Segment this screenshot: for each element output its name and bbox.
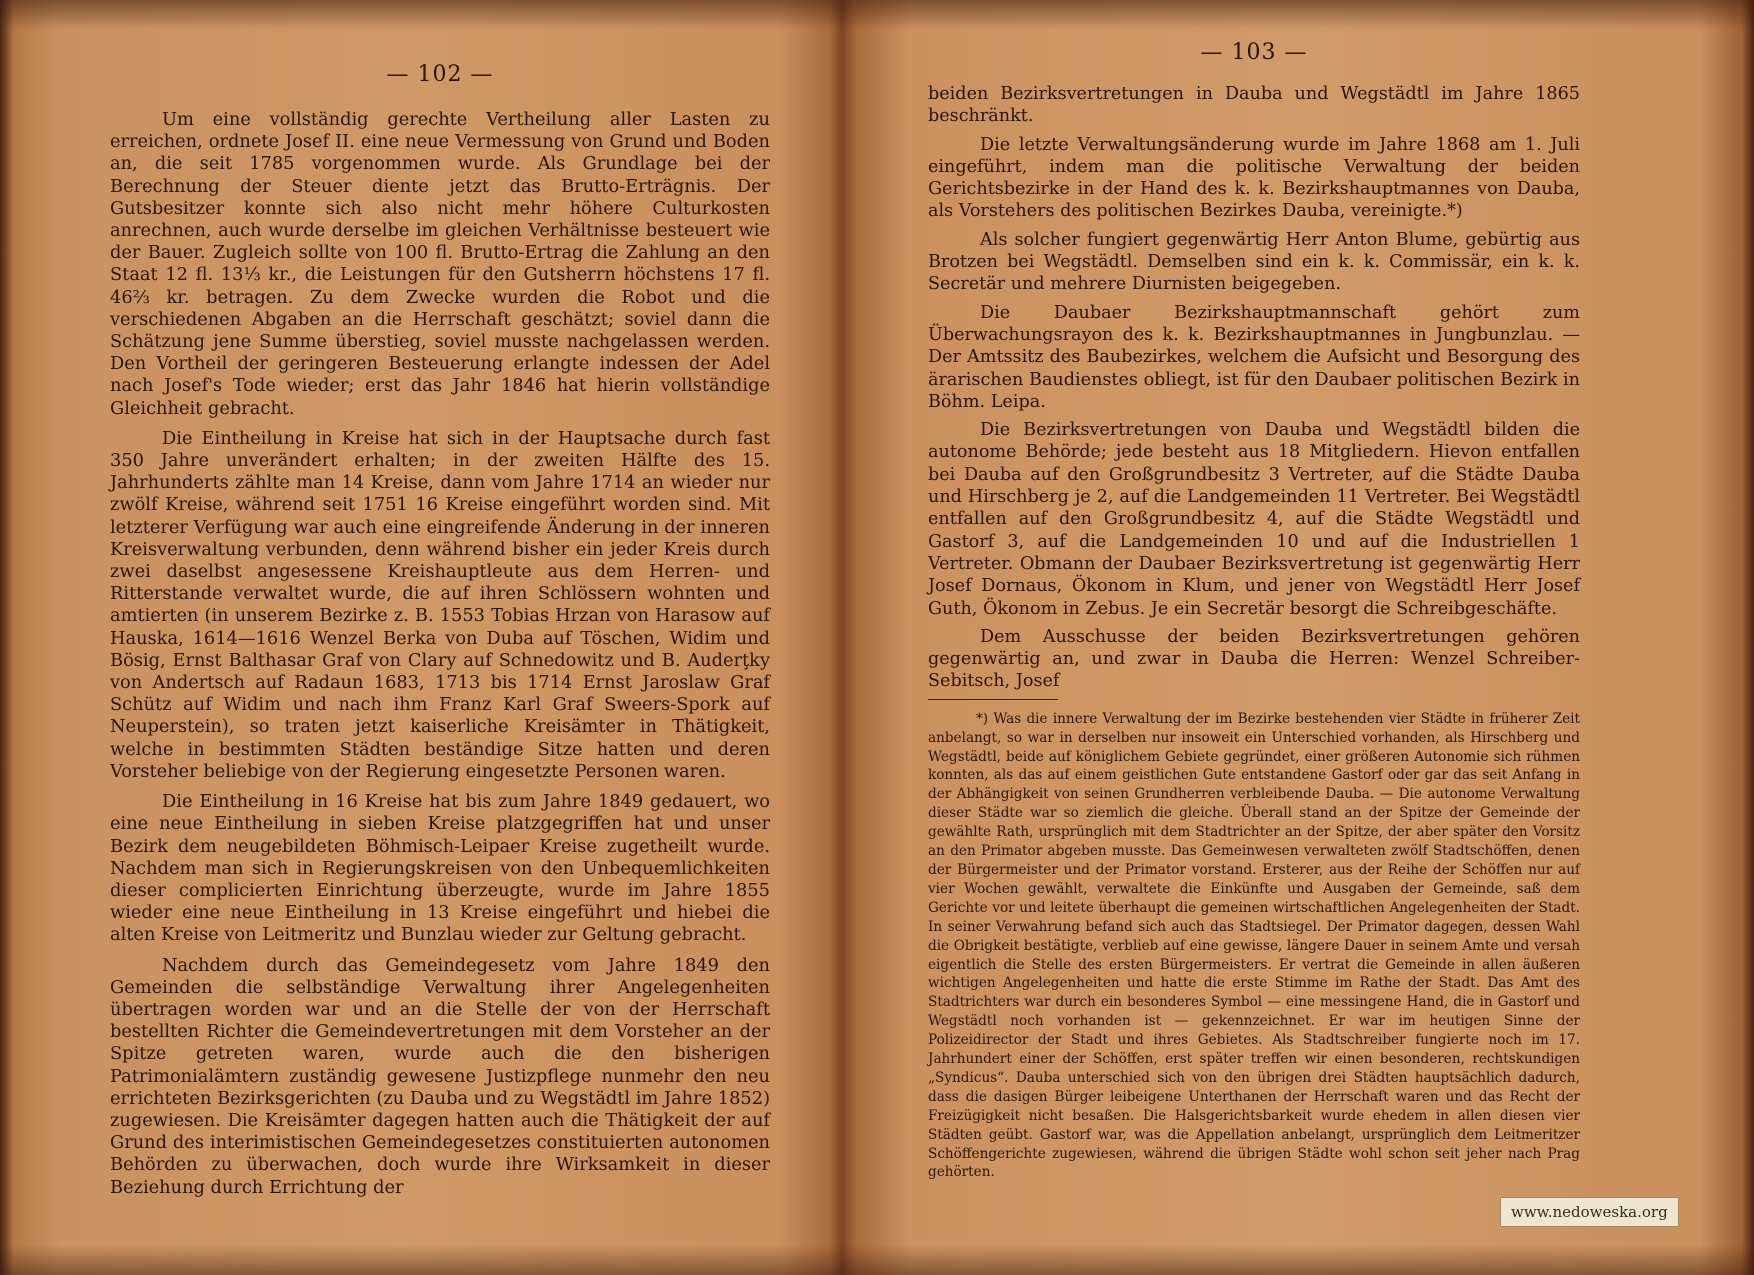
paragraph: Um eine vollständig gerechte Vertheilung aller Lasten zu erreichen, ordnete Josef II. eine neue Vermessung von Grund und Boden an, die seit 1785 vorgenommen wurde. Als Grundlage bei der Berechnung der Steuer diente jetzt das Brutto-Erträgnis. Der Gutsbesitzer konnte sich also nicht mehr höhere Culturkosten anrechnen, auch wurde derselbe im gleichen Verhältnisse besteuert wie der Bauer. Zugleich sollte von 100 fl. Brutto-Ertrag die Zahlung an den Staat 12 fl. 13⅓ kr., die Leistungen für den Gutsherrn höchstens 17 fl. 46⅔ kr. betragen. Zu dem Zwecke wurden die Robot und die verschiedenen Abgaben an die Herrschaft geschätzt; soviel dann die Schätzung jene Summe überstieg, soviel musste nachgelassen werden. Den Vortheil der geringeren Besteuerung erlangte indessen der Adel nach Josef's Tode wieder; erst das Jahr 1846 hat hierin vollständige Gleichheit gebracht. — [110, 109, 770, 419]
paragraph: Nachdem durch das Gemeindegesetz vom Jahre 1849 den Gemeinden die selbständige Verwaltung ihrer Angelegenheiten übertragen worden war und an die Stelle der von der Herrschaft bestellten Richter die Gemeindevertretungen mit dem Vorsteher an der Spitze getreten waren, wurde auch die den bisherigen Patrimonialämtern zuständig gewesene Justizpflege nunmehr den neu errichteten Bezirksgerichten (zu Dauba und zu Wegstädtl im Jahre 1852) zugewiesen. Die Kreisämter dagegen hatten auch die Thätigkeit der auf Grund des interimistischen Gemeindegesetzes constituierten autonomen Behörden zu überwachen, doch wurde ihre Wirksamkeit in dieser Beziehung durch Errichtung der — [110, 954, 770, 1198]
paragraph: Als solcher fungiert gegenwärtig Herr Anton Blume, gebürtig aus Brotzen bei Wegstädtl. Demselben sind ein k. k. Commissär, ein k. k. Secretär und mehrere Diurnisten beigegeben. — [928, 229, 1580, 295]
left-page — [110, 62, 770, 1207]
paragraph: Dem Ausschusse der beiden Bezirksvertretungen gehören gegenwärtig an, und zwar in Dauba die Herren: Wenzel Schreiber-Sebitsch, Josef — [928, 626, 1580, 692]
page-number-right: — 103 — — [1200, 40, 1308, 65]
paragraph: beiden Bezirksvertretungen in Dauba und Wegstädtl im Jahre 1865 beschränkt. — [928, 84, 1580, 127]
paragraph: Die Eintheilung in Kreise hat sich in der Hauptsache durch fast 350 Jahre unverändert erhalten; in der zweiten Hälfte des 15. Jahrhunderts zählte man 14 Kreise, dann vom Jahre 1714 an wieder nur zwölf Kreise, während seit 1751 16 Kreise eingeführt worden sind. Mit letzterer Verfügung war auch eine eingreifende Änderung in der inneren Kreisverwaltung verbunden, denn während bisher ein jeder Kreis durch zwei daselbst angesessene Kreishauptleute aus dem Herren- und Ritterstande verwaltet wurde, die auf ihren Schlössern wohnten und amtierten (in unserem Bezirke z. B. 1553 Tobias Hrzan von Harasow auf Hauska, 1614—1616 Wenzel Berka von Duba auf Töschen, Widim und Bösig, Ernst Balthasar Graf von Clary auf Schnedowitz und B. Auderţky von Andertsch auf Radaun 1683, 1713 bis 1714 Ernst Jaroslaw Graf Schütz auf Widim und nach ihm Franz Karl Graf Sweers-Spork auf Neuperstein), so traten jetzt kaiserliche Kreisämter in Thätigkeit, welche in bestimmten Städten beständige Sitze hatten und deren Vorsteher beliebige von der Regierung eingesetzte Personen waren. — [110, 427, 770, 782]
watermark-link[interactable]: www.nedoweska.org — [1500, 1197, 1679, 1227]
right-page — [928, 40, 1580, 1182]
page-number-left: — 102 — — [386, 62, 494, 87]
footnote-divider — [928, 699, 1058, 700]
footnote: *) Was die innere Verwaltung der im Bezirke bestehenden vier Städte in früherer Zeit anbelangt, so war in derselben nur insoweit ein Unterschied vorhanden, als Hirschberg und Wegstädtl, beide auf königlichem Gebiete gegründet, einer größeren Autonomie sich rühmen konnten, als das auf einem geistlichen Gute entstandene Gastorf oder gar das seit Anfang in der Abhängigkeit von seinen Grundherren verbleibende Dauba. — Die autonome Verwaltung dieser Städte war so ziemlich die gleiche. Überall stand an der Spitze der Gemeinde der gewählte Rath, ursprünglich mit dem Stadtrichter an der Spitze, der aber später den Vorsitz an den Primator abgeben musste. Das Gemeinwesen verwalteten zwölf Stadtschöffen, denen der Bürgermeister und der Primator vorstand. Ersterer, aus der Reihe der Schöffen nur auf vier Wochen gewählt, verwaltete die Einkünfte und Ausgaben der Gemeinde, saß dem Gerichte vor und leitete überhaupt die gemeinen wirtschaftlichen Angelegenheiten der Stadt. In seiner Verwahrung befand sich auch das Stadtsiegel. Der Primator dagegen, dessen Wahl die Obrigkeit bestätigte, verblieb auf eine gewisse, längere Dauer in seinem Amte und versah eigentlich die Stelle des ersten Bürgermeisters. Er vertrat die Gemeinde in allen äußeren wichtigen Angelegenheiten und hatte die erste Stimme im Rathe der Stadt. Das Amt des Stadtrichters war durch ein besonderes Symbol — eine messingene Hand, die in Gastorf und Wegstädtl noch vorhanden ist — gekennzeichnet. Er war im heutigen Sinne der Polizeidirector der Stadt und ihres Gebietes. Als Stadtschreiber fungierte noch im 17. Jahrhundert einer der Schöffen, erst später treffen wir einen besonderen, rechtskundigen „Syndicus“. Dauba unterschied sich von den übrigen drei Städten hauptsächlich dadurch, dass die dasigen Bürger leibeigene Unterthanen der Herrschaft waren und das Recht der Freizügigkeit nicht besaßen. Die Halsgerichtsbarkeit wurde ehedem in allen diesen vier Städten geübt. Gastorf war, was die Appellation anbelangt, ursprünglich dem Leitmeritzer Schöffengerichte zugewiesen, während die übrigen Städte wohl schon seit jeher nach Prag gehörten. — [928, 710, 1580, 1181]
paragraph: Die Daubaer Bezirkshauptmannschaft gehört zum Überwachungsrayon des k. k. Bezirkshauptmannes in Jungbunzlau. — Der Amtssitz des Baubezirkes, welchem die Aufsicht und Besorgung des ärarischen Baudienstes obliegt, ist für den Daubaer politischen Bezirk in Böhm. Leipa. — [928, 302, 1580, 412]
paragraph: Die Bezirksvertretungen von Dauba und Wegstädtl bilden die autonome Behörde; jede besteht aus 18 Mitgliedern. Hievon entfallen bei Dauba auf den Großgrundbesitz 3 Vertreter, auf die Städte Dauba und Hirschberg je 2, auf die Landgemeinden 11 Vertreter. Bei Wegstädtl entfallen auf den Großgrundbesitz 4, auf die Städte Wegstädtl und Gastorf 3, auf die Landgemeinden 10 und auf die Industriellen 1 Vertreter. Obmann der Daubaer Bezirksvertretung ist gegenwärtig Herr Josef Dornaus, Ökonom in Klum, und jener von Wegstädtl Herr Josef Guth, Ökonom in Zebus. Je ein Secretär besorgt die Schreibgeschäfte. — [928, 420, 1580, 619]
paragraph: Die Eintheilung in 16 Kreise hat bis zum Jahre 1849 gedauert, wo eine neue Eintheilung in sieben Kreise platzgegriffen hat und unser Bezirk dem neugebildeten Böhmisch-Leipaer Kreise zugetheilt wurde. Nachdem man sich in Regierungskreisen von den Unbequemlichkeiten dieser complicierten Einrichtung überzeugte, wurde im Jahre 1855 wieder eine neue Eintheilung in 13 Kreise eingeführt und hiebei die alten Kreise von Leitmeritz und Bunzlau wieder zur Geltung gebracht. — [110, 791, 770, 946]
paragraph: Die letzte Verwaltungsänderung wurde im Jahre 1868 am 1. Juli eingeführt, indem man die politische Verwaltung der beiden Gerichtsbezirke in der Hand des k. k. Bezirkshauptmannes von Dauba, als Vorstehers des politischen Bezirkes Dauba, vereinigte.*) — [928, 134, 1580, 222]
